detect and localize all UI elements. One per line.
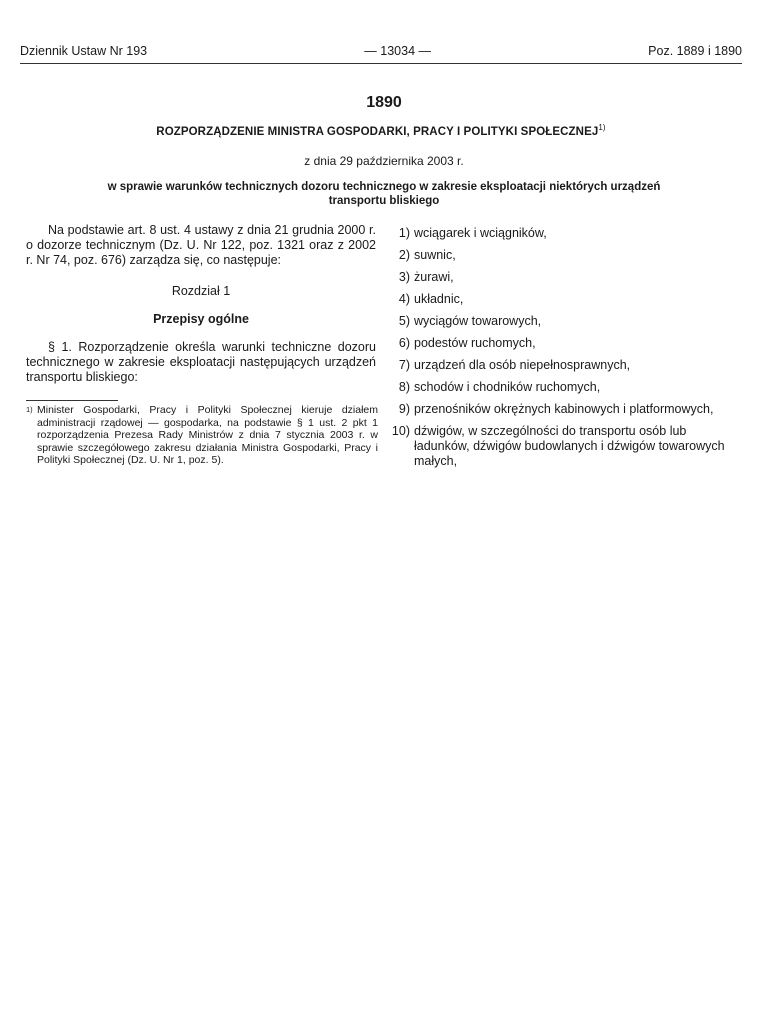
- list-item: [388, 314, 748, 329]
- footnote: [26, 404, 378, 467]
- act-number: 1890: [366, 94, 402, 111]
- act-subject-line-2: transportu bliskiego: [328, 195, 440, 207]
- list-item-text: dźwigów, w szczególności do transportu osób lub ładunków, dźwigów budowlanych i dźwigów towarowych małych,: [414, 424, 725, 468]
- list-item: [388, 424, 748, 469]
- list-item-number: 1): [398, 226, 410, 240]
- list-item-number: 7): [398, 358, 410, 372]
- list-item: [388, 270, 748, 285]
- page-number: — 13034 —: [364, 44, 432, 58]
- list-item-number: 9): [398, 402, 410, 416]
- list-item: [388, 402, 748, 417]
- list-item-number: 4): [398, 292, 410, 306]
- list-item-number: 8): [398, 380, 410, 394]
- preamble: Na podstawie art. 8 ust. 4 ustawy z dnia 21 grudnia 2000 r. o dozorze technicznym (Dz. U. Nr 122, poz. 1321 oraz z 2002 r. Nr 74, poz. 676) zarządza się, co następuje:: [26, 223, 376, 267]
- footnote-divider: [26, 400, 118, 401]
- footnote-text: Minister Gospodarki, Pracy i Polityki Społecznej kieruje działem administracji rządowej — gospodarka, na podstawie § 1 ust. 2 pkt 1 rozporządzenia Prezesa Rady Ministrów z dnia 7 stycznia 2003 r. w sprawie szczegółowego zakresu działania Ministra Gospodarki, Pracy i Polityki Społecznej (Dz. U. Nr 1, poz. 5).: [37, 404, 378, 466]
- list-item-number: 10): [391, 424, 410, 438]
- list-item: [388, 380, 748, 395]
- list-item-text: przenośników okrężnych kabinowych i platformowych,: [414, 402, 714, 416]
- footnote-marker: 1): [26, 405, 33, 414]
- journal-name: Dziennik Ustaw Nr 193: [20, 44, 148, 58]
- position-reference: Poz. 1889 i 1890: [648, 44, 742, 58]
- title-footnote-ref: 1): [598, 123, 606, 132]
- act-subject-line-1: w sprawie warunków technicznych dozoru technicznego w zakresie eksploatacji niektórych urządzeń: [107, 181, 661, 193]
- list-item-text: schodów i chodników ruchomych,: [414, 380, 601, 394]
- chapter-label: Rozdział 1: [171, 284, 231, 298]
- act-title: [20, 123, 742, 138]
- running-header: [20, 44, 742, 58]
- list-item: [388, 248, 748, 263]
- list-item: [388, 358, 748, 373]
- chapter-title: Przepisy ogólne: [153, 312, 249, 326]
- list-item: [388, 336, 748, 351]
- list-item-text: suwnic,: [414, 248, 456, 262]
- list-item-text: żurawi,: [414, 270, 454, 284]
- paragraph-1: § 1. Rozporządzenie określa warunki techniczne dozoru technicznego w zakresie eksploatacji następujących urządzeń transportu bliskiego:: [26, 340, 376, 384]
- act-date: z dnia 29 października 2003 r.: [304, 154, 464, 168]
- list-item-text: podestów ruchomych,: [414, 336, 536, 350]
- list-item-number: 6): [398, 336, 410, 350]
- list-item-number: 3): [398, 270, 410, 284]
- list-item-text: wciągarek i wciągników,: [414, 226, 547, 240]
- act-title-text: ROZPORZĄDZENIE MINISTRA GOSPODARKI, PRACY I POLITYKI SPOŁECZNEJ: [156, 125, 599, 138]
- act-subject: [40, 180, 728, 208]
- right-column: [388, 226, 748, 476]
- list-item-text: urządzeń dla osób niepełnosprawnych,: [414, 358, 631, 372]
- header-divider: [20, 63, 742, 64]
- list-item: [388, 292, 748, 307]
- list-item-number: 2): [398, 248, 410, 262]
- list-item: [388, 226, 748, 241]
- list-item-number: 5): [398, 314, 410, 328]
- list-item-text: układnic,: [414, 292, 464, 306]
- left-column: [26, 223, 376, 385]
- list-item-text: wyciągów towarowych,: [414, 314, 542, 328]
